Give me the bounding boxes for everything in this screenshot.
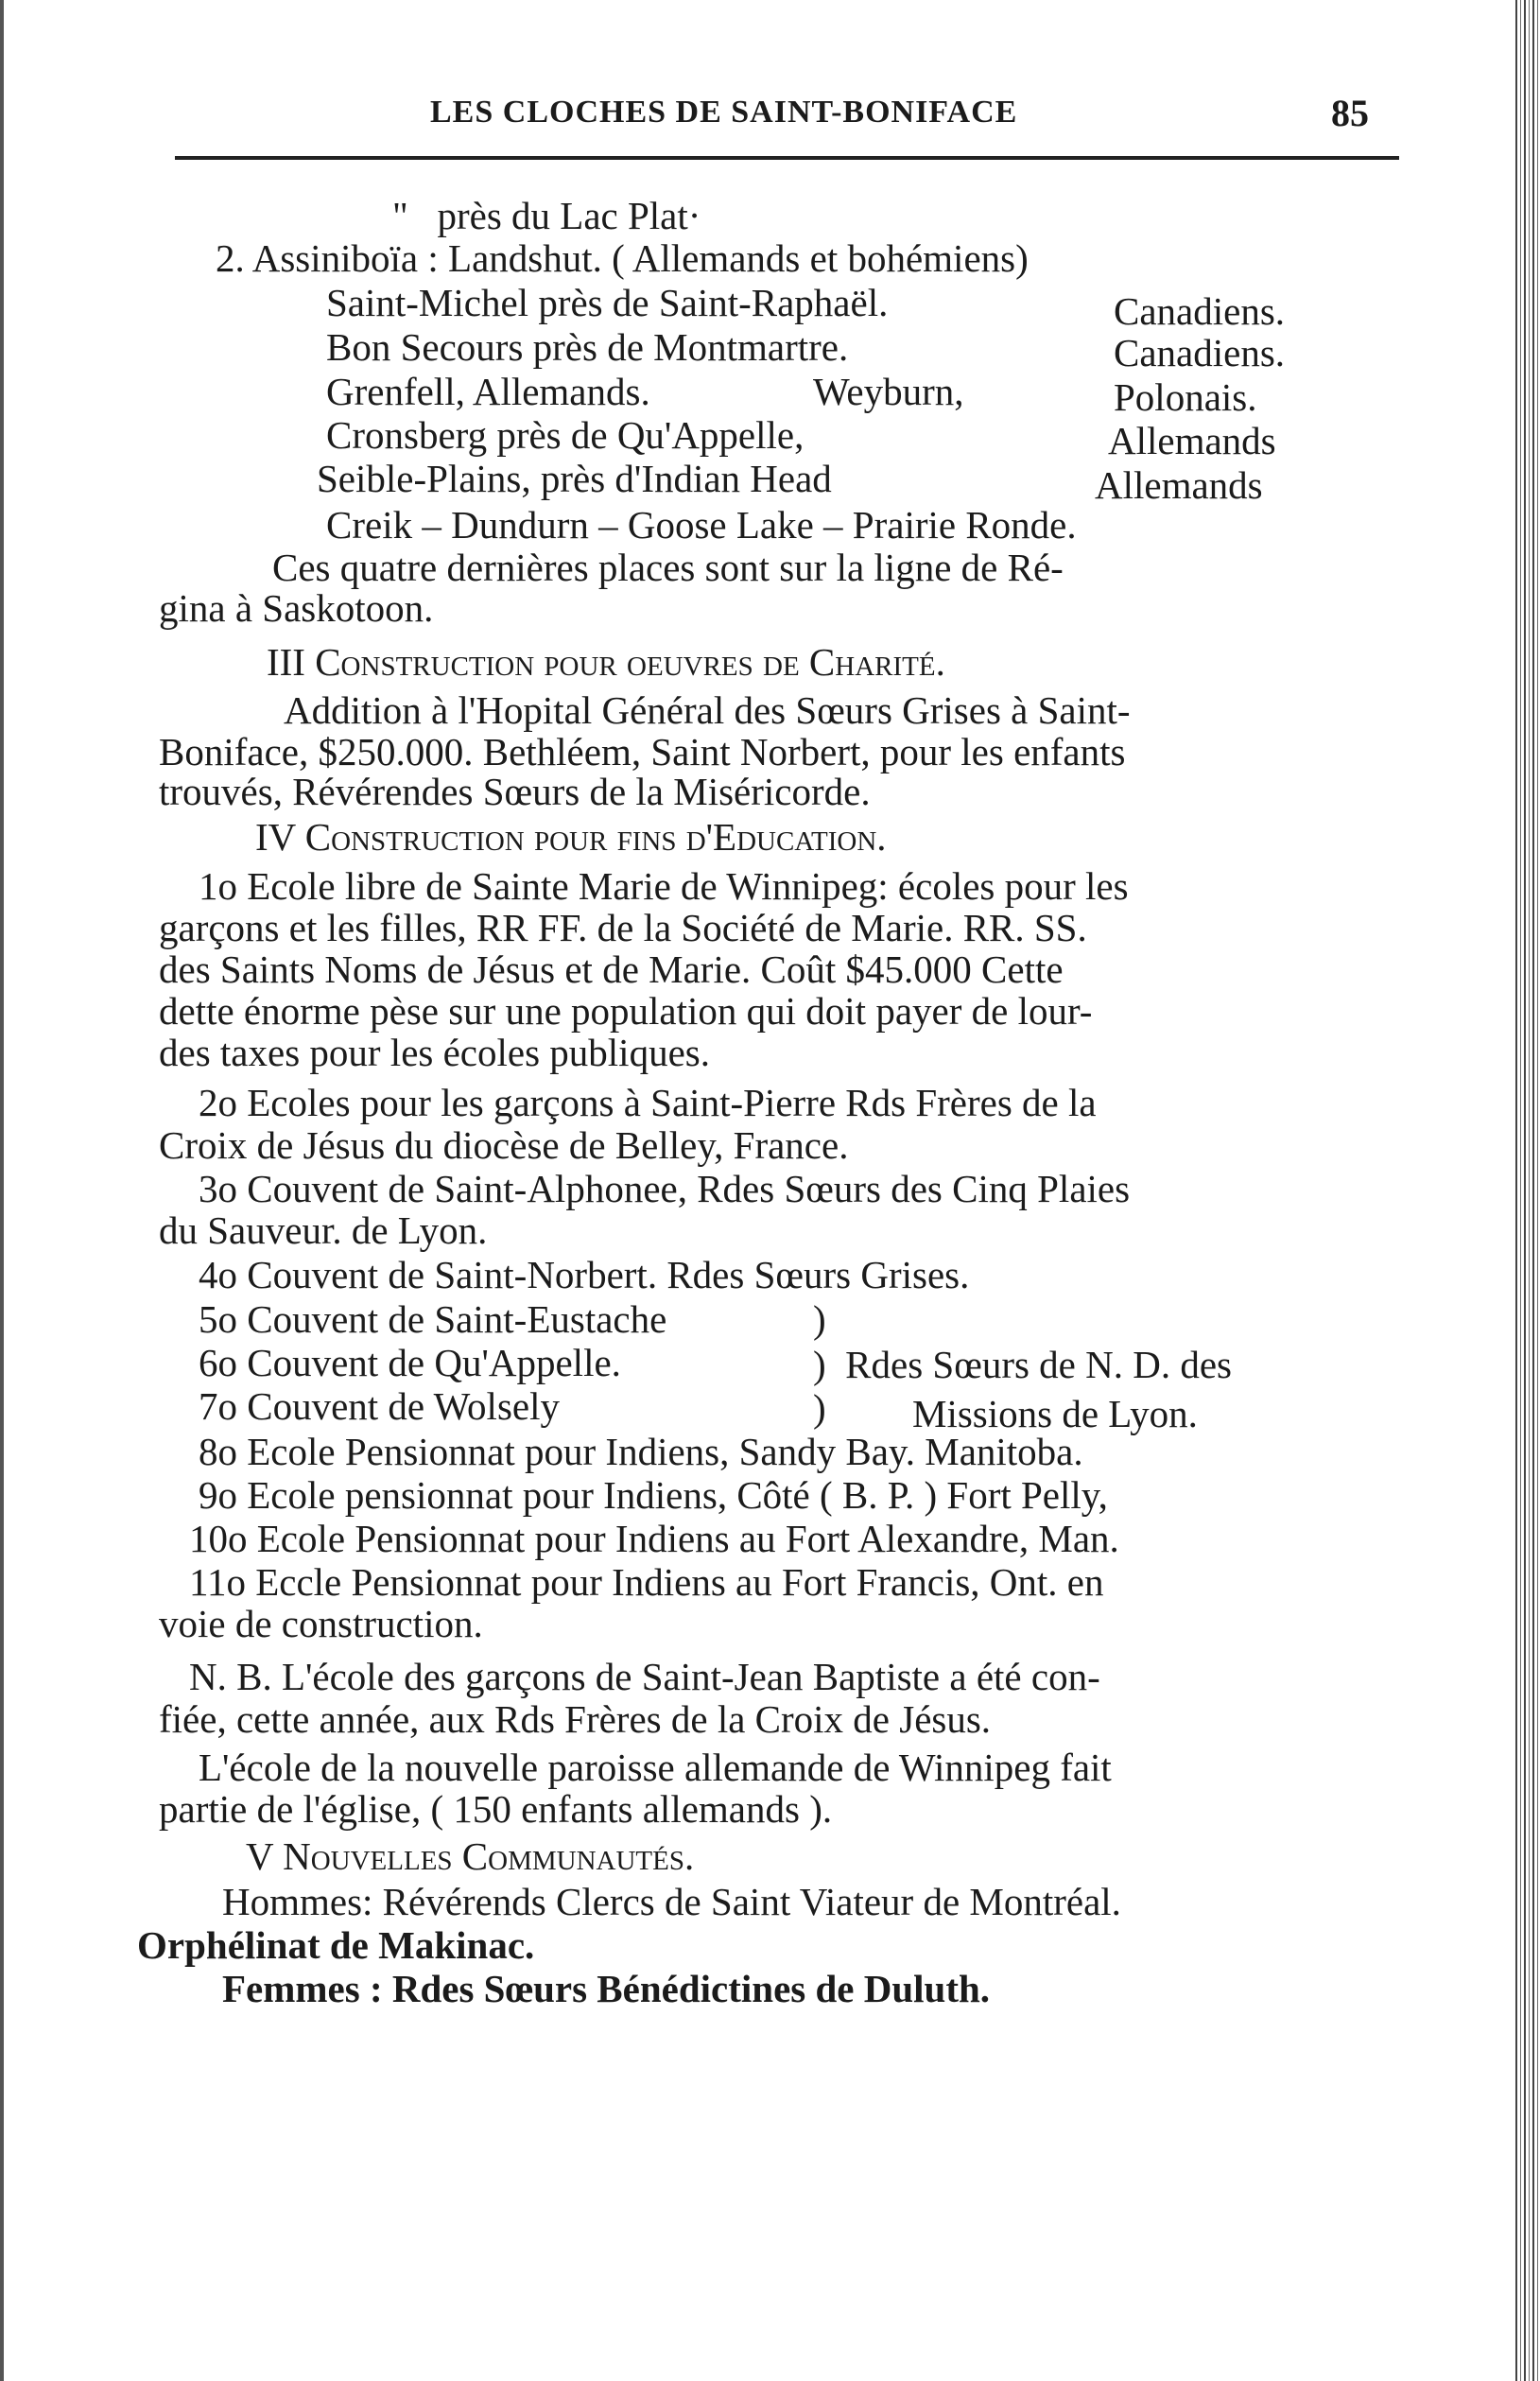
page-edge-right [1515,0,1540,2381]
text-line: Canadiens. [1114,331,1286,374]
brace-mark: ) [813,1297,826,1341]
text-line: Grenfell, Allemands. [326,370,650,413]
header-rule [175,156,1399,160]
text-line: Allemands [1108,419,1276,462]
brace-mark: ) [813,1386,826,1430]
text-line: Bon Secours près de Montmartre. [326,325,849,369]
text-line: Seible-Plains, près d'Indian Head [317,457,832,500]
text-line: Creik – Dundurn – Goose Lake – Prairie Ronde. [326,503,1077,547]
text-line: trouvés, Révérendes Sœurs de la Miséricorde. [159,770,871,813]
text-line: Femmes : Rdes Sœurs Bénédictines de Duluth. [222,1967,991,2010]
text-line: Croix de Jésus du diocèse de Belley, France. [159,1123,849,1167]
text-line: Orphélinat de Makinac. [137,1923,535,1967]
text-line: 3o Couvent de Saint-Alphonee, Rdes Sœurs des Cinq Plaies [199,1167,1131,1210]
text-line: 9o Ecole pensionnat pour Indiens, Côté ( B. P. ) Fort Pelly, [199,1473,1108,1517]
text-line: fiée, cette année, aux Rds Frères de la Croix de Jésus. [159,1697,992,1741]
text-line: 11o Eccle Pensionnat pour Indiens au Fort Francis, Ont. en [189,1560,1104,1604]
text-line: Boniface, $250.000. Bethléem, Saint Norbert, pour les enfants [159,730,1126,773]
page-edge-left [0,0,4,2381]
text-line: 8o Ecole Pensionnat pour Indiens, Sandy Bay. Manitoba. [199,1430,1083,1473]
text-line: Ces quatre dernières places sont sur la ligne de Ré- [272,546,1064,589]
text-line: des taxes pour les écoles publiques. [159,1031,710,1074]
text-line: des Saints Noms de Jésus et de Marie. Coût $45.000 Cette [159,947,1064,991]
text-line: 6o Couvent de Qu'Appelle. [199,1341,621,1384]
text-line: 5o Couvent de Saint-Eustache [199,1297,667,1341]
text-line: 2o Ecoles pour les garçons à Saint-Pierre Rds Frères de la [199,1081,1097,1124]
section-heading: IV Construction pour fins d'Education. [255,815,887,859]
text-line: garçons et les filles, RR FF. de la Société de Marie. RR. SS. [159,906,1087,949]
text-line: Canadiens. [1114,289,1286,333]
text-line: 10o Ecole Pensionnat pour Indiens au Fort Alexandre, Man. [189,1517,1119,1560]
text-line: ) Rdes Sœurs de N. D. des [813,1343,1232,1386]
text-line: Hommes: Révérends Clercs de Saint Viateur de Montréal. [222,1880,1121,1923]
text-line: du Sauveur. de Lyon. [159,1208,488,1252]
text-line: Weyburn, [813,370,964,413]
text-line: " près du Lac Plat· [392,194,701,237]
text-line: 2. Assiniboïa : Landshut. ( Allemands et bohémiens) [216,236,1029,280]
text-line: N. B. L'école des garçons de Saint-Jean Baptiste a été con- [189,1655,1100,1698]
text-line: L'école de la nouvelle paroisse allemande de Winnipeg fait [199,1746,1112,1789]
text-line: 7o Couvent de Wolsely [199,1384,560,1428]
text-line: Allemands [1095,463,1263,507]
text-line: voie de construction. [159,1602,483,1645]
text-line: dette énorme pèse sur une population qui doit payer de lour- [159,989,1093,1033]
section-heading: III Construction pour oeuvres de Charité. [267,640,945,684]
text-line: Saint-Michel près de Saint-Raphaël. [326,281,889,324]
text-line: Missions de Lyon. [912,1392,1198,1435]
text-line: Polonais. [1114,375,1257,419]
text-line: 4o Couvent de Saint-Norbert. Rdes Sœurs Grises. [199,1253,970,1296]
text-line: 1o Ecole libre de Sainte Marie de Winnipeg: écoles pour les [199,864,1129,908]
text-line: Cronsberg près de Qu'Appelle, [326,413,805,457]
section-heading: V Nouvelles Communautés. [246,1834,695,1878]
page-number: 85 [1331,92,1369,134]
text-line: Addition à l'Hopital Général des Sœurs Grises à Saint- [284,688,1131,732]
text-line: gina à Saskotoon. [159,586,434,630]
running-title: LES CLOCHES DE SAINT-BONIFACE [430,95,1018,130]
text-line: partie de l'église, ( 150 enfants allemands ). [159,1787,833,1831]
